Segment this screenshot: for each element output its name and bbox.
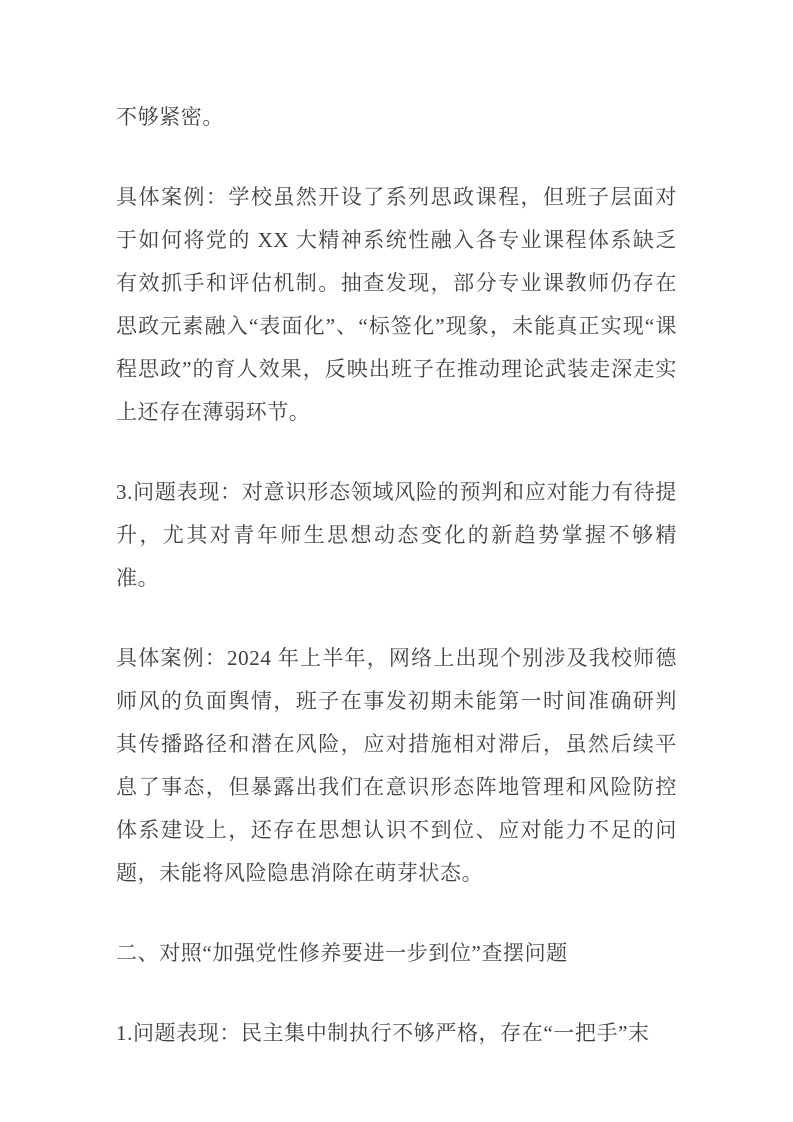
section-heading: 二、对照“加强党性修养要进一步到位”查摆问题 [116,941,568,965]
paragraph: 不够紧密。 [116,105,224,129]
paragraph: 具体案例：2024 年上半年，网络上出现个别涉及我校师德师风的负面舆情，班子在事发初期未能第一时间准确研判其传播路径和潜在风险，应对措施相对滞后，虽然后续平息了事态，但暴露出我们在意识形态阵地管理和风险防控体系建设上，还存在思想认识不到位、应对能力不足的问题，未能将风险隐患消除在萌芽状态。 [116,646,677,885]
paragraph: 3.问题表现：对意识形态领域风险的预判和应对能力有待提升，尤其对青年师生思想动态变化的新趋势掌握不够精准。 [116,480,677,590]
paragraph: 1.问题表现：民主集中制执行不够严格，存在“一把手”末 [116,1021,650,1045]
document-body [116,96,677,1055]
paragraph: 具体案例：学校虽然开设了系列思政课程，但班子层面对于如何将党的 XX 大精神系统性融入各专业课程体系缺乏有效抓手和评估机制。抽查发现，部分专业课教师仍存在思政元素融入“表面化”、“标签化”现象，未能真正实现“课程思政”的育人效果，反映出班子在推动理论武装走深走实上还存在薄弱环节。 [116,185,677,424]
